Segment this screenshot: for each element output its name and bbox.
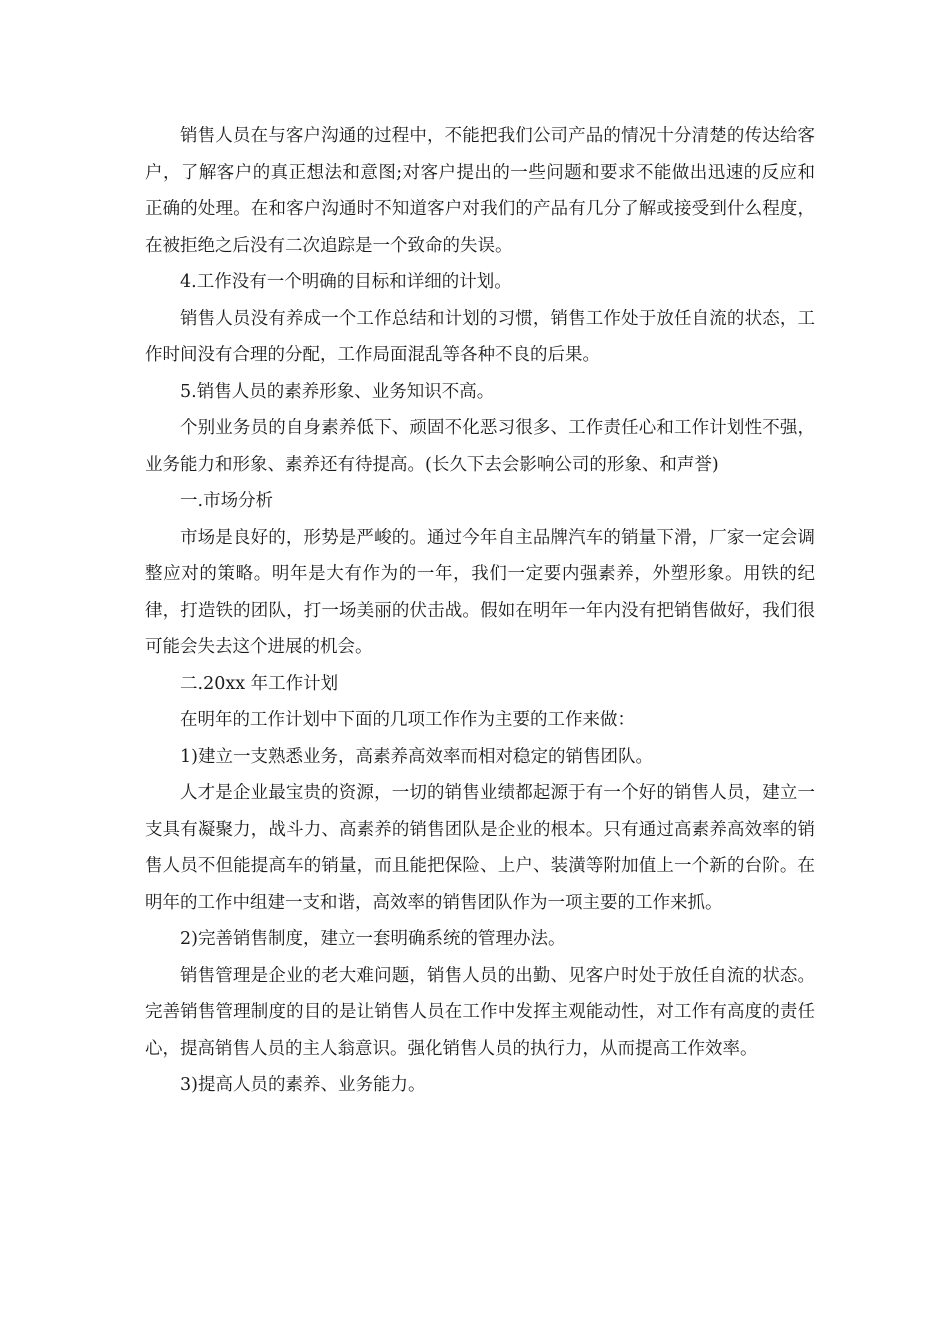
paragraph-no-plan-detail: 销售人员没有养成一个工作总结和计划的习惯，销售工作处于放任自流的状态，工作时间没有合理的分配，工作局面混乱等各种不良的后果。 [145, 308, 815, 365]
paragraph-heading-quality: 5.销售人员的素养形象、业务知识不高。 [180, 381, 495, 402]
document-body [145, 118, 815, 1104]
paragraph-system-detail: 销售管理是企业的老大难问题，销售人员的出勤、见客户时处于放任自流的状态。完善销售管理制度的目的是让销售人员在工作中发挥主观能动性，对工作有高度的责任心，提高销售人员的主人翁意识。强化销售人员的执行力，从而提高工作效率。 [145, 965, 815, 1059]
paragraph-market-analysis: 市场是良好的，形势是严峻的。通过今年自主品牌汽车的销量下滑，厂家一定会调整应对的策略。明年是大有作为的一年，我们一定要内强素养，外塑形象。用铁的纪律，打造铁的团队，打一场美丽的伏击战。假如在明年一年内没有把销售做好，我们很可能会失去这个进展的机会。 [145, 527, 815, 657]
paragraph-quality-detail: 个别业务员的自身素养低下、顽固不化恶习很多、工作责任心和工作计划性不强，业务能力和形象、素养还有待提高。(长久下去会影响公司的形象、和声誉) [145, 418, 815, 475]
paragraph-item-team: 1)建立一支熟悉业务，高素养高效率而相对稳定的销售团队。 [180, 746, 653, 767]
paragraph-heading-no-plan: 4.工作没有一个明确的目标和详细的计划。 [180, 272, 512, 292]
paragraph-work-plan-intro: 在明年的工作计划中下面的几项工作作为主要的工作来做： [180, 710, 635, 730]
paragraph-team-detail: 人才是企业最宝贵的资源，一切的销售业绩都起源于有一个好的销售人员，建立一支具有凝聚力，战斗力、高素养的销售团队是企业的根本。只有通过高素养高效率的销售人员不但能提高车的销量，而且能把保险、上户、装潢等附加值上一个新的台阶。在明年的工作中组建一支和谐，高效率的销售团队作为一项主要的工作来抓。 [145, 783, 815, 913]
section-heading-market-analysis: 一.市场分析 [180, 491, 274, 511]
paragraph-item-skills: 3)提高人员的素养、业务能力。 [180, 1075, 426, 1095]
paragraph-communication-problems: 销售人员在与客户沟通的过程中，不能把我们公司产品的情况十分清楚的传达给客户，了解客户的真正想法和意图;对客户提出的一些问题和要求不能做出迅速的反应和正确的处理。在和客户沟通时不知道客户对我们的产品有几分了解或接受到什么程度，在被拒绝之后没有二次追踪是一个致命的失误。 [145, 126, 815, 256]
section-heading-work-plan: 二.20xx 年工作计划 [180, 673, 339, 694]
paragraph-item-system: 2)完善销售制度，建立一套明确系统的管理办法。 [180, 929, 566, 949]
